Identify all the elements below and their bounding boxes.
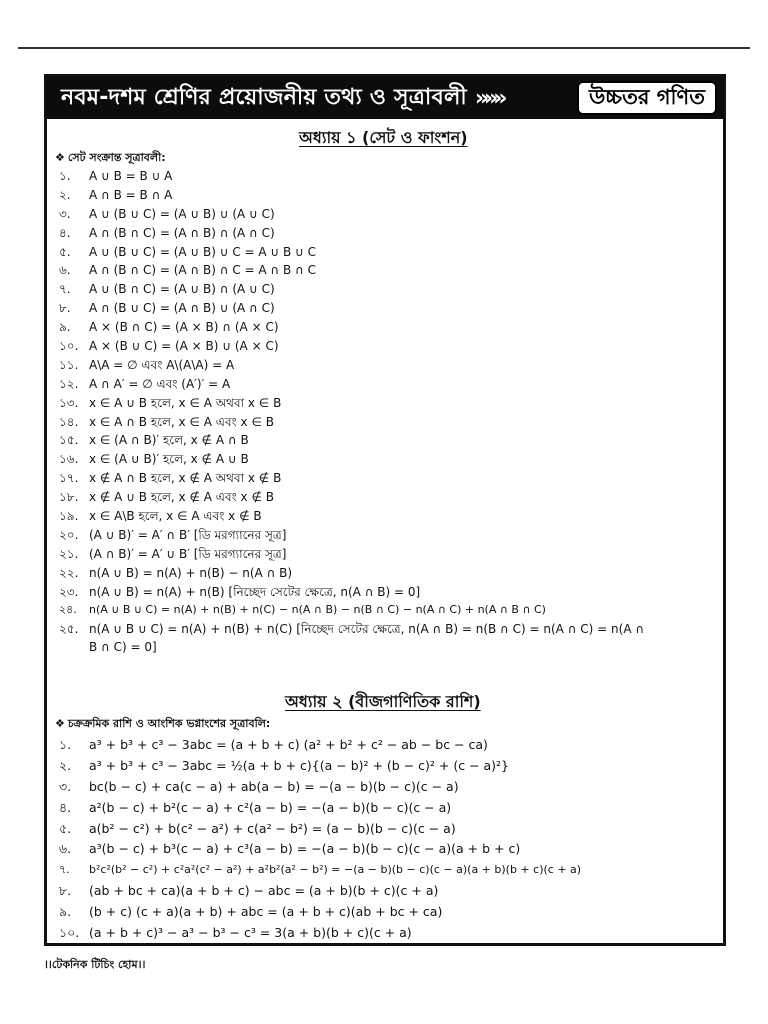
formula-expression: A ∩ A′ = ∅ এবং (A′)′ = A	[89, 376, 231, 391]
formula-item	[59, 261, 649, 280]
formula-item	[59, 431, 649, 450]
formula-item	[59, 356, 649, 375]
formula-number: ২.	[59, 187, 71, 202]
formula-item	[59, 601, 649, 620]
formula-expression: (A ∩ B)′ = A′ ∪ B′ [ডি মরগ্যানের সূত্র]	[89, 546, 287, 561]
formula-number: ৩.	[59, 206, 71, 221]
formula-number: ১.	[59, 737, 72, 752]
formula-number: ৭.	[59, 863, 70, 877]
formula-item	[59, 469, 649, 488]
formula-number: ১.	[59, 169, 71, 183]
formula-number: ১০.	[59, 339, 79, 354]
formula-expression: A ∪ (B ∩ C) = (A ∪ B) ∩ (A ∪ C)	[89, 282, 275, 297]
formula-expression: A\A = ∅ এবং A\(A\A) = A	[89, 357, 235, 372]
formula-expression: (ab + bc + ca)(a + b + c) − abc = (a + b)(b + c)(c + a)	[89, 883, 439, 899]
formula-number: ৯.	[59, 904, 72, 920]
formula-item	[59, 923, 581, 944]
formula-number: ৬.	[59, 841, 72, 857]
formula-expression: b²c²(b² − c²) + c²a²(c² − a²) + a²b²(a² − b²) = −(a − b)(b − c)(c − a)(a + b)(b + c)(c + a)	[89, 863, 582, 877]
formula-expression: n(A ∪ B) = n(A) + n(B) [নিচ্ছেদ সেটের ক্ষেত্রে, n(A ∩ B) = 0]	[89, 584, 421, 599]
formula-expression: n(A ∪ B ∪ C) = n(A) + n(B) + n(C) [নিচ্ছেদ সেটের ক্ষেত্রে, n(A ∩ B) = n(B ∩ C) = n(A ∩ C) = n(A ∩ B ∩ C) = 0]	[89, 622, 645, 655]
formula-item	[59, 526, 649, 545]
chapter-1-formula-list	[59, 167, 649, 658]
formula-sheet	[44, 74, 726, 946]
formula-item	[59, 839, 581, 860]
formula-number: ২৫.	[59, 622, 79, 637]
formula-number: ১০.	[59, 925, 80, 941]
footer-brand: ।।টেকনিক টিচিং হোম।।	[44, 958, 146, 971]
formula-number: ১৫.	[59, 433, 79, 448]
formula-number: ১২.	[59, 376, 79, 391]
formula-expression: x ∈ A ∩ B হলে, x ∈ A এবং x ∈ B	[89, 414, 274, 429]
formula-item	[59, 735, 581, 756]
formula-expression: x ∉ A ∩ B হলে, x ∉ A অথবা x ∉ B	[89, 471, 282, 486]
formula-item	[59, 860, 581, 881]
formula-item	[59, 777, 581, 798]
formula-expression: a(b² − c²) + b(c² − a²) + c(a² − b²) = (a − b)(b − c)(c − a)	[89, 820, 456, 836]
formula-number: ৮.	[59, 301, 71, 316]
formula-item	[59, 394, 649, 413]
formula-item	[59, 564, 649, 583]
formula-number: ২০.	[59, 527, 79, 542]
formula-expression: (a + b + c)³ − a³ − b³ − c³ = 3(a + b)(b + c)(c + a)	[89, 925, 412, 941]
formula-number: ২৩.	[59, 584, 79, 599]
formula-number: ১৭.	[59, 471, 79, 486]
formula-item	[59, 299, 649, 318]
formula-item	[59, 243, 649, 262]
formula-number: ৮.	[59, 883, 72, 899]
formula-item	[59, 545, 649, 564]
banner-title: নবম-দশম শ্রেণির প্রয়োজনীয় তথ্য ও সূত্রাবলী	[61, 84, 467, 110]
formula-number: ৫.	[59, 244, 71, 259]
formula-number: ১৪.	[59, 414, 79, 429]
formula-number: ২৪.	[59, 603, 77, 617]
formula-number: ৪.	[59, 225, 71, 240]
formula-item	[59, 488, 649, 507]
formula-expression: A ∪ (B ∪ C) = (A ∪ B) ∪ (A ∪ C)	[89, 206, 275, 221]
formula-expression: (b + c) (c + a)(a + b) + abc = (a + b + c)(ab + bc + ca)	[89, 904, 443, 920]
formula-number: ১৮.	[59, 490, 79, 505]
formula-number: ২২.	[59, 565, 79, 580]
formula-expression: A ∪ B = B ∪ A	[89, 169, 173, 183]
formula-item	[59, 583, 649, 602]
chapter-1-title: অধ্যায় ১ (সেট ও ফাংশন)	[299, 128, 468, 147]
formula-number: ১১.	[59, 357, 79, 372]
formula-expression: a³ + b³ + c³ − 3abc = ½(a + b + c){(a − b)² + (b − c)² + (c − a)²}	[89, 757, 510, 773]
formula-item	[59, 167, 649, 186]
formula-item	[59, 507, 649, 526]
formula-number: ২১.	[59, 546, 79, 561]
chapter-1-section-heading	[55, 149, 166, 168]
formula-item	[59, 756, 581, 777]
formula-item	[59, 224, 649, 243]
formula-expression: bc(b − c) + ca(c − a) + ab(a − b) = −(a − b)(b − c)(c − a)	[89, 778, 459, 794]
chapter-2-section-heading	[55, 715, 270, 734]
formula-item	[59, 450, 649, 469]
formula-expression: A × (B ∪ C) = (A × B) ∪ (A × C)	[89, 339, 279, 354]
formula-item	[59, 798, 581, 819]
formula-expression: x ∈ A ∪ B হলে, x ∈ A অথবা x ∈ B	[89, 395, 282, 410]
formula-number: ১৯.	[59, 509, 79, 524]
formula-item	[59, 280, 649, 299]
formula-expression: A ∪ (B ∪ C) = (A ∪ B) ∪ C = A ∪ B ∪ C	[89, 244, 317, 259]
formula-expression: A ∩ (B ∩ C) = (A ∩ B) ∩ C = A ∩ B ∩ C	[89, 263, 317, 278]
formula-item	[59, 337, 649, 356]
formula-expression: x ∈ A\B হলে, x ∈ A এবং x ∉ B	[89, 509, 262, 524]
formula-expression: (A ∪ B)′ = A′ ∩ B′ [ডি মরগ্যানের সূত্র]	[89, 527, 287, 542]
formula-number: ৩.	[59, 778, 72, 794]
formula-expression: n(A ∪ B ∪ C) = n(A) + n(B) + n(C) − n(A ∩ B) − n(B ∩ C) − n(A ∩ C) + n(A ∩ B ∩ C)	[89, 603, 546, 617]
formula-number: ৬.	[59, 263, 71, 278]
formula-item	[59, 318, 649, 337]
subject-badge: উচ্চতর গণিত	[577, 81, 717, 115]
formula-expression: A ∩ (B ∩ C) = (A ∩ B) ∩ (A ∩ C)	[89, 225, 275, 240]
triple-chevron-icon: »»»	[474, 85, 503, 111]
formula-number: ২.	[59, 757, 72, 773]
formula-expression: a³ + b³ + c³ − 3abc = (a + b + c) (a² + b² + c² − ab − bc − ca)	[89, 737, 488, 752]
formula-item	[59, 375, 649, 394]
section-label: সেট সংক্রান্ত সূত্রাবলী:	[67, 151, 166, 164]
formula-expression: A ∩ (B ∪ C) = (A ∩ B) ∪ (A ∩ C)	[89, 301, 275, 316]
banner	[47, 77, 723, 119]
chapter-2-formula-list	[59, 735, 581, 944]
formula-item	[59, 819, 581, 840]
formula-item	[59, 205, 649, 224]
section-label: চক্রক্রমিক রাশি ও আংশিক ভগ্নাংশের সূত্রাবলি:	[67, 717, 271, 730]
diamond-bullet-icon: ❖	[55, 717, 65, 730]
formula-item	[59, 620, 649, 658]
formula-item	[59, 186, 649, 205]
formula-number: ৫.	[59, 820, 72, 836]
formula-expression: x ∉ A ∪ B হলে, x ∉ A এবং x ∉ B	[89, 490, 274, 505]
top-divider	[18, 47, 750, 49]
formula-item	[59, 902, 581, 923]
formula-expression: A ∩ B = B ∩ A	[89, 187, 173, 202]
formula-expression: n(A ∪ B) = n(A) + n(B) − n(A ∩ B)	[89, 565, 293, 580]
formula-number: ১৬.	[59, 452, 79, 467]
formula-item	[59, 881, 581, 902]
formula-number: ৪.	[59, 799, 72, 815]
formula-number: ৯.	[59, 320, 71, 335]
formula-number: ১৩.	[59, 395, 79, 410]
formula-expression: x ∈ (A ∩ B)′ হলে, x ∉ A ∩ B	[89, 433, 249, 448]
formula-expression: a²(b − c) + b²(c − a) + c²(a − b) = −(a − b)(b − c)(c − a)	[89, 799, 452, 815]
formula-expression: A × (B ∩ C) = (A × B) ∩ (A × C)	[89, 320, 279, 335]
diamond-bullet-icon: ❖	[55, 151, 65, 164]
formula-item	[59, 413, 649, 432]
formula-expression: a³(b − c) + b³(c − a) + c³(a − b) = −(a − b)(b − c)(c − a)(a + b + c)	[89, 841, 521, 857]
chapter-2-title: অধ্যায় ২ (বীজগাণিতিক রাশি)	[285, 692, 481, 711]
formula-expression: x ∈ (A ∪ B)′ হলে, x ∉ A ∪ B	[89, 452, 249, 467]
formula-number: ৭.	[59, 282, 71, 297]
